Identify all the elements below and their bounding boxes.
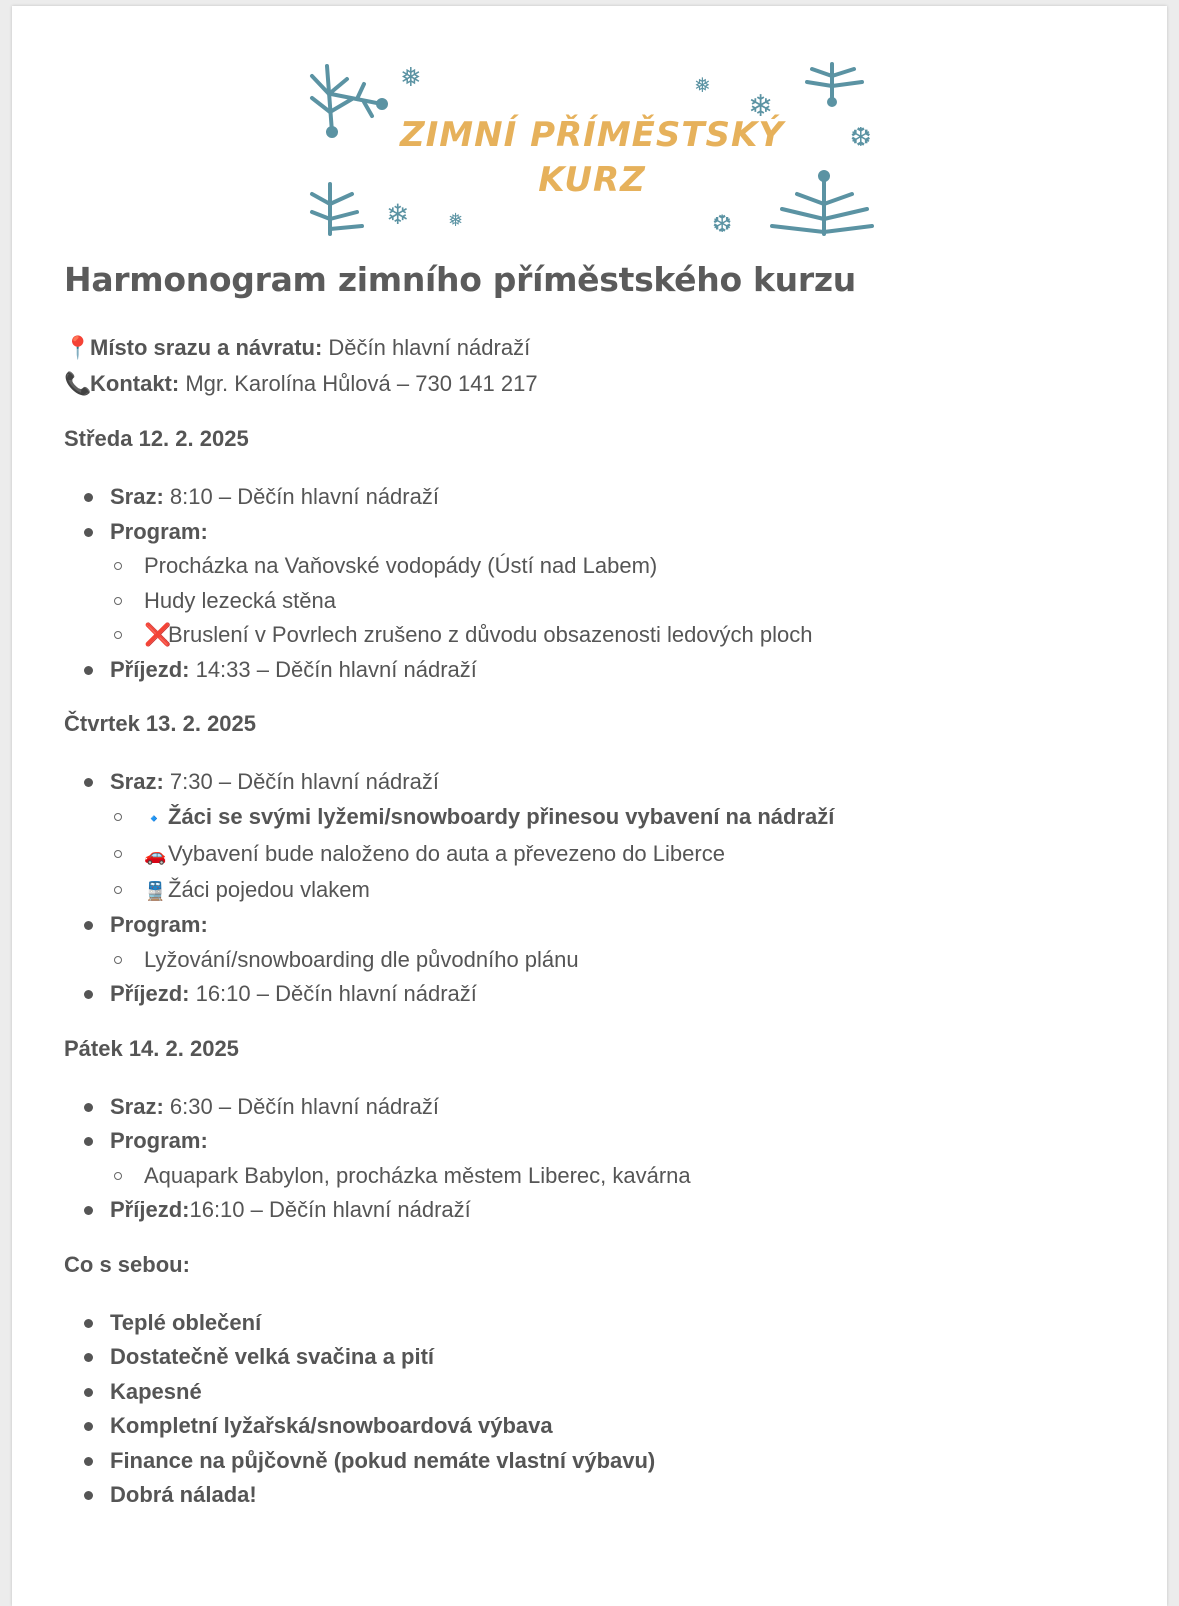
program-sublist	[110, 549, 1124, 653]
bring-item: Kapesné	[110, 1378, 202, 1404]
svg-text:❅: ❅	[400, 63, 422, 93]
day-title-wednesday: Středa 12. 2. 2025	[64, 426, 249, 451]
list-item	[64, 1375, 1124, 1410]
document-page	[12, 6, 1167, 1606]
svg-text:❄: ❄	[748, 89, 774, 124]
list-item	[110, 1159, 1124, 1194]
list-item	[64, 1306, 1124, 1341]
program-label: Program:	[110, 518, 208, 544]
day-schedule-friday	[64, 1090, 1124, 1228]
list-item	[64, 908, 1124, 977]
meeting-place-row	[64, 330, 1124, 366]
list-item	[110, 618, 1124, 653]
banner-title-line2: KURZ	[538, 160, 646, 200]
list-item	[64, 480, 1124, 515]
program-item: Bruslení v Povrlech zrušeno z důvodu obsazenosti ledových ploch	[168, 622, 813, 647]
sraz-note: Žáci pojedou vlakem	[168, 876, 370, 902]
sraz-label: Sraz:	[110, 769, 164, 794]
list-item	[110, 943, 1124, 978]
list-item	[64, 977, 1124, 1012]
day-schedule-thursday	[64, 765, 1124, 1012]
svg-text:❅: ❅	[694, 73, 711, 97]
sraz-label: Sraz:	[110, 1093, 164, 1119]
day-schedule-wednesday	[64, 480, 1124, 687]
bring-item: Dobrá nálada!	[110, 1482, 257, 1507]
list-item	[64, 1090, 1124, 1125]
prijezd-value: 16:10 – Děčín hlavní nádraží	[189, 981, 477, 1006]
program-sublist	[110, 1159, 1124, 1194]
svg-text:❆: ❆	[850, 123, 872, 153]
list-item	[64, 1478, 1124, 1513]
day-title-thursday: Čtvrtek 13. 2. 2025	[64, 711, 257, 736]
pin-icon: 📍	[64, 335, 92, 360]
list-item	[110, 873, 1124, 909]
car-icon: 🚗	[144, 845, 167, 865]
prijezd-label: Příjezd:	[110, 656, 190, 682]
svg-text:❄: ❄	[386, 198, 410, 231]
winter-banner	[302, 54, 882, 244]
program-item: Lyžování/snowboarding dle původního plánu	[144, 946, 579, 972]
list-item	[64, 653, 1124, 688]
meeting-place-value: Děčín hlavní nádraží	[322, 335, 531, 360]
sraz-label: Sraz:	[110, 484, 164, 509]
bring-list	[64, 1306, 1124, 1513]
contact-value: Mgr. Karolína Hůlová – 730 141 217	[179, 371, 538, 396]
list-item	[64, 515, 1124, 653]
sraz-value: 7:30 – Děčín hlavní nádraží	[163, 769, 439, 794]
program-sublist	[110, 943, 1124, 978]
bring-item: Teplé oblečení	[110, 1309, 262, 1335]
document-content	[64, 254, 1124, 1513]
list-item	[110, 800, 1124, 838]
prijezd-value: 16:10 – Děčín hlavní nádraží	[189, 1197, 471, 1222]
bring-title: Co s sebou:	[64, 1251, 190, 1277]
program-item: Procházka na Vaňovské vodopády (Ústí nad Labem)	[144, 553, 658, 578]
meeting-place-label: Místo srazu a návratu:	[90, 335, 323, 360]
svg-text:❆: ❆	[712, 210, 733, 238]
prijezd-value: 14:33 – Děčín hlavní nádraží	[189, 656, 477, 682]
banner-title-line1: ZIMNÍ PŘÍMĚSTSKÝ	[399, 115, 785, 155]
page-title: Harmonogram zimního příměstského kurzu	[64, 260, 856, 299]
prijezd-label: Příjezd:	[110, 1197, 190, 1222]
program-item: Aquapark Babylon, procházka městem Liberec, kavárna	[144, 1162, 691, 1188]
list-item	[110, 549, 1124, 584]
program-item: Hudy lezecká stěna	[144, 587, 336, 613]
list-item	[64, 1409, 1124, 1444]
train-icon: 🚆	[144, 880, 167, 901]
contact-row	[64, 366, 1124, 402]
list-item	[64, 1340, 1124, 1375]
list-item	[110, 837, 1124, 873]
contact-label: Kontakt:	[90, 371, 180, 396]
list-item	[64, 1444, 1124, 1479]
sraz-notes-sublist	[110, 800, 1124, 909]
info-block	[64, 330, 1124, 402]
list-item	[64, 1193, 1124, 1228]
bring-item: Finance na půjčovně (pokud nemáte vlastní výbavu)	[110, 1447, 656, 1473]
sraz-note: Vybavení bude naloženo do auta a převezeno do Liberce	[168, 841, 725, 866]
sraz-value: 6:30 – Děčín hlavní nádraží	[163, 1093, 439, 1119]
sraz-value: 8:10 – Děčín hlavní nádraží	[163, 484, 439, 509]
program-label: Program:	[110, 1128, 208, 1153]
phone-icon: 📞	[64, 371, 92, 396]
svg-text:❅: ❅	[448, 210, 464, 231]
cross-icon: ❌	[144, 622, 172, 647]
prijezd-label: Příjezd:	[110, 981, 190, 1006]
program-label: Program:	[110, 912, 208, 937]
list-item	[110, 584, 1124, 619]
bring-item: Kompletní lyžařská/snowboardová výbava	[110, 1413, 553, 1438]
bring-item: Dostatečně velká svačina a pití	[110, 1344, 435, 1369]
list-item	[64, 1124, 1124, 1193]
list-item	[64, 765, 1124, 908]
sraz-note: Žáci se svými lyžemi/snowboardy přinesou vybavení na nádraží	[168, 803, 835, 829]
day-title-friday: Pátek 14. 2. 2025	[64, 1035, 239, 1061]
blue-diamond-icon: 🔹	[144, 810, 164, 828]
